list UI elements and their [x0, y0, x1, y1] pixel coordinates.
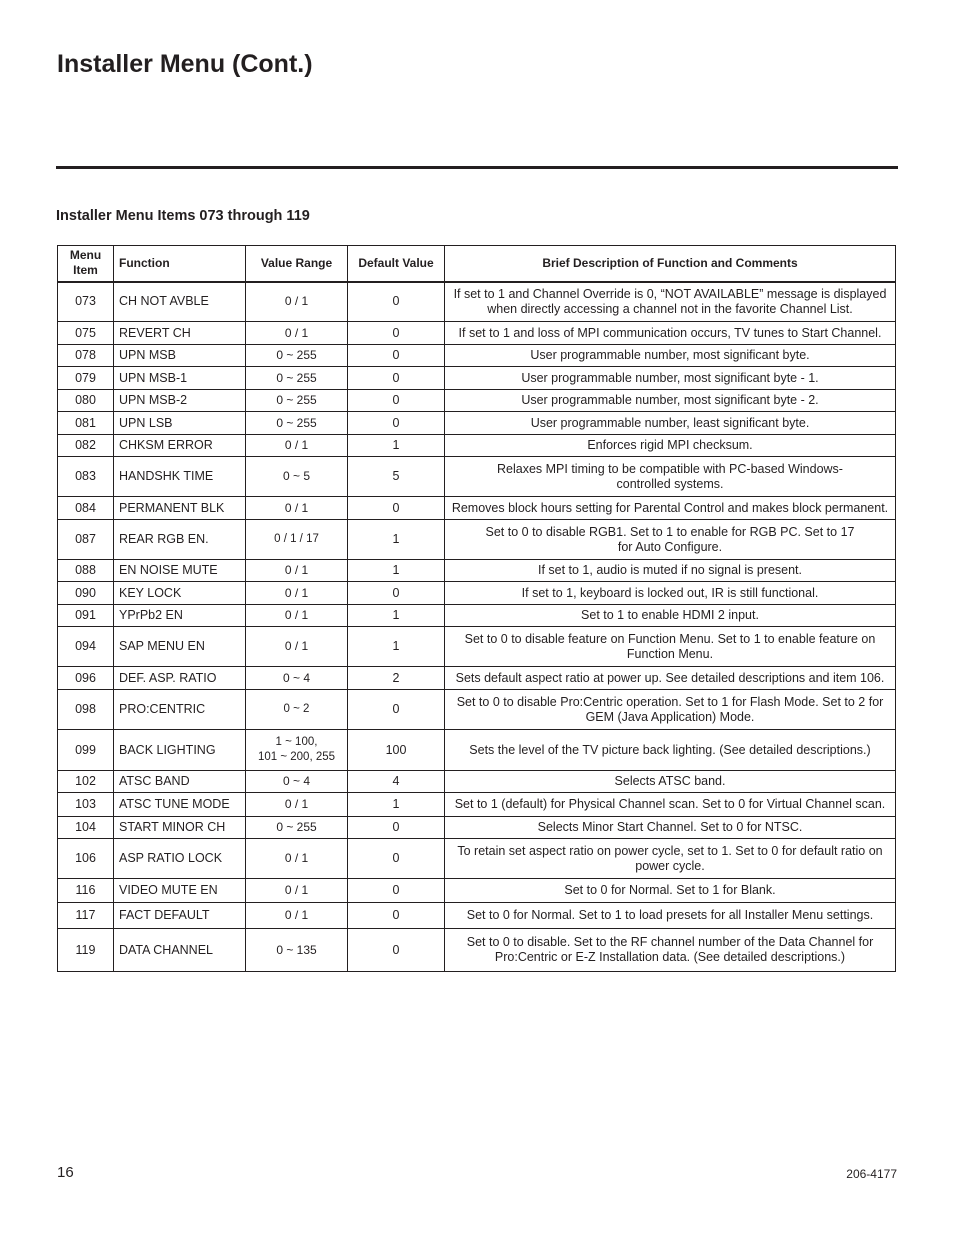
- value-range-text: 0 ~ 255: [276, 393, 317, 407]
- cell-menu-item: 096: [58, 667, 114, 690]
- cell-description: [445, 879, 896, 903]
- value-range-text: 0 / 1: [284, 294, 309, 309]
- table-row: [58, 879, 896, 903]
- cell-default-value: 0: [348, 879, 445, 903]
- cell-value-range: [246, 929, 348, 972]
- cell-value-range: [246, 605, 348, 627]
- table-row: [58, 730, 896, 771]
- description-line: Pro:Centric or E-Z Installation data. (See detailed descriptions.): [494, 950, 846, 964]
- cell-default-value: 0: [348, 690, 445, 730]
- cell-menu-item: 103: [58, 793, 114, 817]
- cell-menu-item: 081: [58, 412, 114, 435]
- cell-description: [445, 690, 896, 730]
- cell-menu-item: 117: [58, 903, 114, 929]
- cell-menu-item: 078: [58, 345, 114, 367]
- cell-menu-item: 098: [58, 690, 114, 730]
- value-range-text: 0 / 1: [284, 563, 309, 577]
- cell-function: UPN MSB-1: [114, 367, 246, 390]
- cell-menu-item: 088: [58, 560, 114, 582]
- description-line: If set to 1, keyboard is locked out, IR is still functional.: [521, 585, 819, 600]
- table-row: [58, 771, 896, 793]
- cell-default-value: 0: [348, 345, 445, 367]
- cell-function: PRO:CENTRIC: [114, 690, 246, 730]
- installer-menu-table: [57, 245, 896, 972]
- value-range-text: 0 ~ 4: [282, 774, 311, 788]
- cell-default-value: 0: [348, 817, 445, 839]
- description-line: Set to 0 for Normal. Set to 1 for Blank.: [564, 883, 776, 897]
- cell-default-value: 5: [348, 457, 445, 497]
- value-range-text: 0 / 1: [284, 438, 309, 452]
- cell-description: [445, 390, 896, 412]
- cell-menu-item: 106: [58, 839, 114, 879]
- table-row: [58, 903, 896, 929]
- description-line: Set to 0 to disable feature on Function Menu. Set to 1 to enable feature on: [464, 631, 876, 646]
- description-line: User programmable number, least significant byte.: [530, 415, 810, 430]
- cell-default-value: 0: [348, 367, 445, 390]
- cell-default-value: 4: [348, 771, 445, 793]
- value-range-text: 0 ~ 5: [282, 469, 311, 483]
- table-row: [58, 793, 896, 817]
- cell-default-value: 0: [348, 582, 445, 605]
- cell-value-range: [246, 560, 348, 582]
- table-row: [58, 412, 896, 435]
- cell-default-value: 1: [348, 520, 445, 560]
- cell-description: [445, 367, 896, 390]
- cell-description: [445, 793, 896, 817]
- value-range-text: 0 ~ 255: [276, 820, 317, 834]
- cell-function: REVERT CH: [114, 322, 246, 345]
- cell-function: CH NOT AVBLE: [114, 282, 246, 322]
- cell-default-value: 1: [348, 793, 445, 817]
- cell-value-range: [246, 730, 348, 771]
- table-row: [58, 520, 896, 560]
- cell-function: DATA CHANNEL: [114, 929, 246, 972]
- cell-function: DEF. ASP. RATIO: [114, 667, 246, 690]
- cell-description: [445, 345, 896, 367]
- cell-value-range: [246, 282, 348, 322]
- value-range-text: 0 ~ 2: [283, 703, 310, 715]
- cell-description: [445, 627, 896, 667]
- cell-value-range: [246, 879, 348, 903]
- cell-function: UPN MSB: [114, 345, 246, 367]
- cell-function: START MINOR CH: [114, 817, 246, 839]
- value-range-text: 1 ~ 100,: [275, 736, 318, 748]
- cell-default-value: 1: [348, 435, 445, 457]
- description-line: If set to 1, audio is muted if no signal is present.: [537, 563, 803, 577]
- value-range-text: 0 / 1: [284, 883, 309, 897]
- title-divider: [56, 166, 898, 169]
- header-value-range: Value Range: [246, 246, 348, 282]
- cell-menu-item: 119: [58, 929, 114, 972]
- cell-value-range: [246, 690, 348, 730]
- cell-menu-item: 084: [58, 497, 114, 520]
- cell-default-value: 0: [348, 412, 445, 435]
- page-number: 16: [57, 1164, 74, 1181]
- table-row: [58, 627, 896, 667]
- cell-function: EN NOISE MUTE: [114, 560, 246, 582]
- description-line: when directly accessing a channel not in the favorite Channel List.: [487, 301, 853, 316]
- cell-function: CHKSM ERROR: [114, 435, 246, 457]
- cell-description: [445, 520, 896, 560]
- cell-description: [445, 560, 896, 582]
- cell-menu-item: 102: [58, 771, 114, 793]
- header-function: Function: [114, 246, 246, 282]
- value-range-text: 0 ~ 255: [276, 415, 317, 430]
- description-line: power cycle.: [635, 858, 705, 873]
- value-range-text: 0 ~ 4: [282, 670, 311, 685]
- header-description: Brief Description of Function and Comments: [445, 246, 896, 282]
- description-line: Sets default aspect ratio at power up. See detailed descriptions and item 106.: [455, 670, 885, 685]
- description-line: User programmable number, most significant byte.: [530, 348, 810, 362]
- cell-value-range: [246, 345, 348, 367]
- cell-description: [445, 605, 896, 627]
- cell-menu-item: 104: [58, 817, 114, 839]
- cell-value-range: [246, 520, 348, 560]
- table-row: [58, 839, 896, 879]
- value-range-text: 0 / 1: [284, 500, 309, 515]
- cell-value-range: [246, 771, 348, 793]
- value-range-text: 0 / 1: [284, 639, 309, 653]
- value-range-text: 101 ~ 200, 255: [257, 751, 336, 763]
- value-range-text: 0 / 1: [284, 908, 309, 922]
- cell-function: ATSC BAND: [114, 771, 246, 793]
- table-row: [58, 690, 896, 730]
- value-range-text: 0 ~ 255: [276, 370, 317, 385]
- table-row: [58, 582, 896, 605]
- table-row: [58, 560, 896, 582]
- cell-description: [445, 322, 896, 345]
- cell-default-value: 1: [348, 560, 445, 582]
- cell-default-value: 2: [348, 667, 445, 690]
- value-range-text: 0 ~ 255: [276, 348, 317, 362]
- description-line: Function Menu.: [626, 646, 714, 661]
- cell-menu-item: 082: [58, 435, 114, 457]
- cell-function: FACT DEFAULT: [114, 903, 246, 929]
- document-number: 206-4177: [846, 1167, 897, 1181]
- cell-value-range: [246, 412, 348, 435]
- cell-function: PERMANENT BLK: [114, 497, 246, 520]
- table-row: [58, 345, 896, 367]
- cell-description: [445, 929, 896, 972]
- cell-default-value: 100: [348, 730, 445, 771]
- cell-function: SAP MENU EN: [114, 627, 246, 667]
- cell-default-value: 0: [348, 390, 445, 412]
- description-line: for Auto Configure.: [617, 539, 723, 554]
- table-row: [58, 322, 896, 345]
- cell-function: ASP RATIO LOCK: [114, 839, 246, 879]
- section-subtitle: Installer Menu Items 073 through 119: [56, 208, 310, 224]
- description-line: To retain set aspect ratio on power cycle, set to 1. Set to 0 for default ratio on: [457, 843, 883, 858]
- description-line: controlled systems.: [616, 476, 724, 491]
- cell-menu-item: 075: [58, 322, 114, 345]
- description-line: Relaxes MPI timing to be compatible with PC-based Windows-: [497, 461, 843, 476]
- cell-value-range: [246, 497, 348, 520]
- cell-value-range: [246, 390, 348, 412]
- cell-description: [445, 582, 896, 605]
- cell-description: [445, 903, 896, 929]
- cell-description: [445, 667, 896, 690]
- description-line: Set to 1 (default) for Physical Channel scan. Set to 0 for Virtual Channel scan.: [454, 797, 886, 811]
- cell-default-value: 0: [348, 903, 445, 929]
- table-row: [58, 817, 896, 839]
- cell-default-value: 0: [348, 497, 445, 520]
- value-range-text: 0 / 1: [284, 608, 309, 622]
- description-line: Sets the level of the TV picture back lighting. (See detailed descriptions.): [469, 742, 871, 757]
- cell-description: [445, 412, 896, 435]
- cell-description: [445, 435, 896, 457]
- table-row: [58, 390, 896, 412]
- table-row: [58, 435, 896, 457]
- header-menu-item: Menu Item: [58, 246, 114, 282]
- cell-default-value: 0: [348, 282, 445, 322]
- cell-function: BACK LIGHTING: [114, 730, 246, 771]
- cell-description: [445, 730, 896, 771]
- description-line: Set to 0 for Normal. Set to 1 to load presets for all Installer Menu settings.: [466, 908, 874, 922]
- cell-value-range: [246, 582, 348, 605]
- cell-function: VIDEO MUTE EN: [114, 879, 246, 903]
- value-range-text: 0 ~ 135: [276, 942, 317, 957]
- cell-menu-item: 079: [58, 367, 114, 390]
- cell-menu-item: 083: [58, 457, 114, 497]
- cell-function: KEY LOCK: [114, 582, 246, 605]
- cell-value-range: [246, 793, 348, 817]
- value-range-text: 0 / 1: [284, 325, 309, 340]
- cell-function: UPN MSB-2: [114, 390, 246, 412]
- cell-default-value: 0: [348, 839, 445, 879]
- table-row: [58, 667, 896, 690]
- cell-function: HANDSHK TIME: [114, 457, 246, 497]
- table-row: [58, 929, 896, 972]
- cell-description: [445, 457, 896, 497]
- cell-menu-item: 116: [58, 879, 114, 903]
- cell-menu-item: 094: [58, 627, 114, 667]
- cell-value-range: [246, 839, 348, 879]
- description-line: Set to 0 to disable RGB1. Set to 1 to enable for RGB PC. Set to 17: [485, 524, 855, 539]
- cell-menu-item: 099: [58, 730, 114, 771]
- cell-description: [445, 817, 896, 839]
- table-row: [58, 367, 896, 390]
- cell-function: UPN LSB: [114, 412, 246, 435]
- table-row: [58, 282, 896, 322]
- header-default-value: Default Value: [348, 246, 445, 282]
- value-range-text: 0 / 1: [284, 585, 309, 600]
- cell-value-range: [246, 457, 348, 497]
- cell-value-range: [246, 667, 348, 690]
- cell-menu-item: 090: [58, 582, 114, 605]
- cell-description: [445, 497, 896, 520]
- cell-value-range: [246, 627, 348, 667]
- description-line: User programmable number, most significant byte - 1.: [521, 370, 819, 385]
- cell-menu-item: 080: [58, 390, 114, 412]
- table-row: [58, 457, 896, 497]
- cell-default-value: 1: [348, 627, 445, 667]
- table-row: [58, 497, 896, 520]
- cell-menu-item: 087: [58, 520, 114, 560]
- cell-value-range: [246, 817, 348, 839]
- description-line: If set to 1 and loss of MPI communication occurs, TV tunes to Start Channel.: [458, 325, 882, 340]
- cell-default-value: 1: [348, 605, 445, 627]
- cell-function: ATSC TUNE MODE: [114, 793, 246, 817]
- cell-default-value: 0: [348, 322, 445, 345]
- cell-menu-item: 073: [58, 282, 114, 322]
- table-row: [58, 605, 896, 627]
- description-line: Enforces rigid MPI checksum.: [587, 438, 753, 452]
- value-range-text: 0 / 1: [284, 797, 309, 811]
- description-line: Selects ATSC band.: [614, 774, 726, 788]
- cell-description: [445, 282, 896, 322]
- cell-default-value: 0: [348, 929, 445, 972]
- cell-value-range: [246, 903, 348, 929]
- value-range-text: 0 / 1: [284, 851, 309, 865]
- cell-menu-item: 091: [58, 605, 114, 627]
- description-line: Set to 1 to enable HDMI 2 input.: [581, 608, 759, 622]
- cell-value-range: [246, 367, 348, 390]
- cell-value-range: [246, 322, 348, 345]
- table-body: [58, 282, 896, 972]
- value-range-text: 0 / 1 / 17: [274, 533, 319, 545]
- page-title: Installer Menu (Cont.): [57, 50, 313, 78]
- cell-value-range: [246, 435, 348, 457]
- description-line: GEM (Java Application) Mode.: [585, 709, 755, 724]
- cell-description: [445, 839, 896, 879]
- cell-function: REAR RGB EN.: [114, 520, 246, 560]
- description-line: Set to 0 to disable. Set to the RF channel number of the Data Channel for: [466, 935, 874, 949]
- table-header-row: [58, 246, 896, 282]
- cell-function: YPrPb2 EN: [114, 605, 246, 627]
- cell-description: [445, 771, 896, 793]
- description-line: Selects Minor Start Channel. Set to 0 for NTSC.: [537, 820, 803, 834]
- description-line: Set to 0 to disable Pro:Centric operation. Set to 1 for Flash Mode. Set to 2 for: [456, 694, 884, 709]
- description-line: User programmable number, most significant byte - 2.: [521, 393, 819, 407]
- description-line: If set to 1 and Channel Override is 0, “NOT AVAILABLE” message is displayed: [453, 286, 887, 301]
- description-line: Removes block hours setting for Parental Control and makes block permanent.: [451, 500, 889, 515]
